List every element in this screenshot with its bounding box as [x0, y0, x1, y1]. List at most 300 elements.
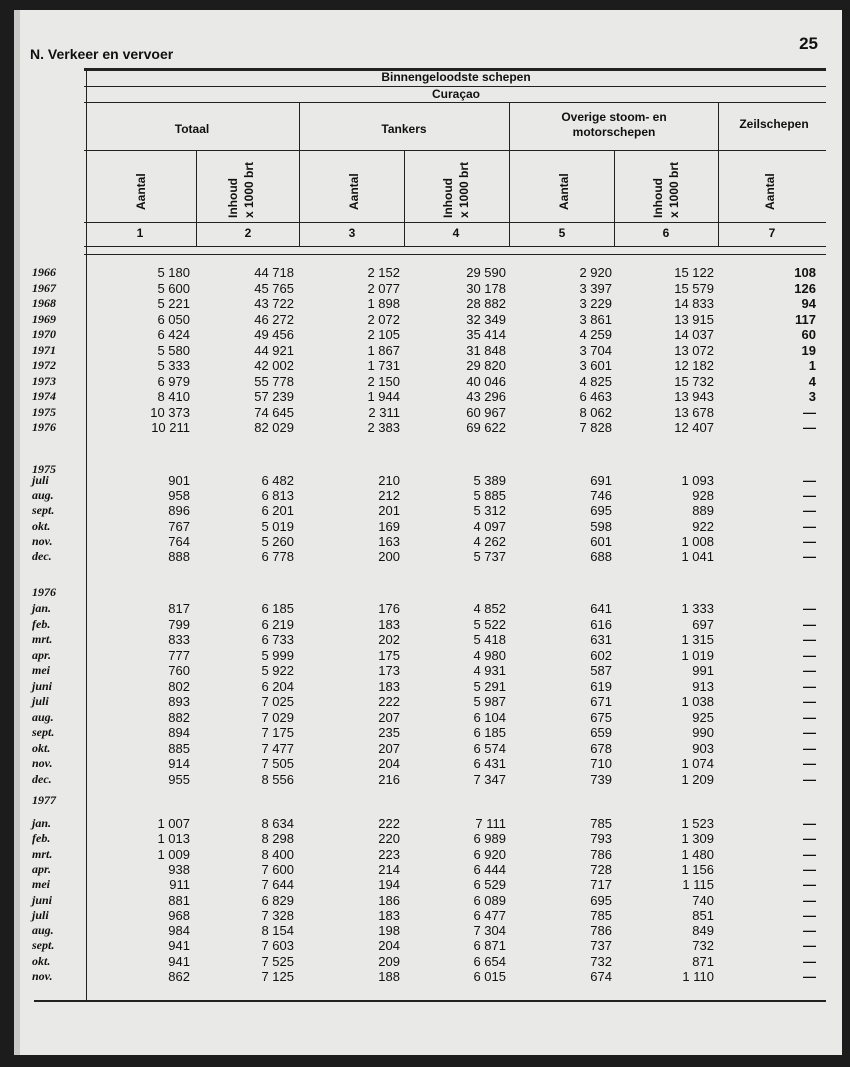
table-row — [14, 847, 842, 862]
table-cell: 717 — [590, 877, 612, 893]
table-cell: 896 — [168, 503, 190, 519]
row-label: mrt. — [32, 846, 53, 861]
table-cell: 587 — [590, 663, 612, 678]
table-cell: 7 111 — [475, 816, 506, 831]
table-cell: 849 — [692, 923, 714, 939]
table-cell: 60 — [801, 327, 816, 342]
table-row — [14, 617, 842, 632]
divider — [84, 254, 826, 255]
table-cell: 3 — [808, 389, 816, 404]
table-cell: 201 — [378, 503, 400, 519]
table-title: Binnengeloodste schepen — [381, 70, 531, 84]
table-cell: 602 — [590, 647, 612, 663]
table-cell: — — [803, 938, 816, 954]
table-row — [14, 281, 842, 296]
table-cell: 901 — [168, 473, 190, 488]
group-tankers: Tankers — [381, 122, 427, 136]
table-cell: 4 852 — [473, 601, 506, 616]
table-cell: 882 — [168, 709, 190, 725]
table-cell: 941 — [168, 938, 190, 954]
table-cell: 862 — [168, 969, 190, 984]
table-cell: 6 477 — [473, 907, 506, 923]
column-number: 7 — [768, 226, 776, 240]
table-cell: 786 — [590, 846, 612, 862]
table-cell: 833 — [168, 632, 190, 647]
table-cell: 5 019 — [261, 518, 294, 534]
table-cell: — — [803, 877, 816, 893]
table-cell: 5 291 — [473, 678, 506, 694]
table-cell: 6 813 — [261, 488, 294, 504]
table-cell: 1 115 — [682, 877, 714, 893]
group-overige: Overige stoom- en motorschepen — [561, 110, 667, 139]
row-label: juli — [32, 694, 49, 708]
table-cell: 8 062 — [579, 404, 612, 420]
table-cell: 6 463 — [579, 389, 612, 404]
table-row — [14, 694, 842, 709]
table-cell: 6 654 — [473, 953, 506, 969]
table-cell: 4 — [808, 373, 816, 389]
table-cell: 6 015 — [473, 969, 506, 984]
table-cell: 5 418 — [473, 632, 506, 647]
table-cell: 32 349 — [466, 311, 506, 327]
table-cell: 8 298 — [261, 831, 294, 847]
row-label: 1972 — [32, 358, 56, 372]
table-cell: 6 979 — [157, 373, 190, 389]
table-cell: 695 — [590, 892, 612, 908]
table-cell: 6 204 — [261, 678, 294, 694]
row-label: 1975 — [32, 404, 56, 419]
table-cell: 8 410 — [157, 389, 190, 404]
table-cell: 881 — [168, 892, 190, 908]
table-cell: 126 — [794, 280, 816, 296]
table-cell: 740 — [692, 892, 714, 908]
table-cell: 2 077 — [367, 280, 400, 296]
row-label: dec. — [32, 771, 52, 786]
table-cell: 1 867 — [367, 342, 400, 358]
table-cell: — — [803, 709, 816, 725]
table-cell: 793 — [590, 831, 612, 847]
table-cell: 678 — [590, 740, 612, 756]
table-row — [14, 938, 842, 953]
table-cell: 207 — [378, 740, 400, 756]
table-cell: 173 — [378, 663, 400, 678]
table-row — [14, 327, 842, 342]
table-cell: 598 — [590, 518, 612, 534]
table-cell: 94 — [801, 296, 816, 311]
table-cell: 188 — [378, 969, 400, 984]
table-cell: 2 311 — [368, 404, 400, 420]
col-aantal: Aantal — [347, 173, 361, 210]
table-row — [14, 473, 842, 488]
table-cell: 641 — [590, 601, 612, 616]
table-cell: 117 — [795, 311, 816, 327]
table-cell: 6 104 — [473, 709, 506, 725]
table-cell: 3 704 — [579, 342, 612, 358]
table-cell: 799 — [168, 616, 190, 632]
document-page — [14, 10, 842, 1055]
table-cell: 29 590 — [466, 265, 506, 280]
table-cell: 5 737 — [473, 549, 506, 564]
table-cell: 4 931 — [473, 663, 506, 678]
table-cell: — — [803, 694, 816, 709]
row-label: 1969 — [32, 311, 56, 326]
table-cell: 4 262 — [473, 533, 506, 549]
year-heading: 1976 — [32, 585, 56, 599]
table-cell: 7 175 — [261, 725, 294, 740]
table-cell: 183 — [378, 616, 400, 632]
col-aantal: Aantal — [763, 173, 777, 210]
table-cell: 746 — [590, 488, 612, 504]
table-cell: 204 — [378, 938, 400, 954]
row-label: 1971 — [32, 342, 56, 357]
table-cell: 6 089 — [473, 892, 506, 908]
table-cell: 5 600 — [157, 280, 190, 296]
table-cell: 5 221 — [157, 296, 190, 311]
table-cell: 691 — [590, 473, 612, 488]
table-cell: 6 989 — [473, 831, 506, 847]
table-row — [14, 405, 842, 420]
table-cell: 82 029 — [254, 420, 294, 435]
col-inhoud-unit: x 1000 brt — [242, 161, 256, 218]
table-cell: 1 731 — [367, 358, 400, 373]
table-cell: 2 383 — [367, 420, 400, 435]
table-cell: 44 921 — [254, 342, 294, 358]
table-cell: 1 315 — [681, 632, 714, 647]
table-cell: — — [803, 756, 816, 771]
table-row — [14, 741, 842, 756]
table-cell: 8 634 — [261, 816, 294, 831]
table-cell: 6 574 — [473, 740, 506, 756]
row-label: sept. — [32, 938, 55, 953]
table-cell: — — [803, 663, 816, 678]
table-cell: 619 — [590, 678, 612, 694]
table-cell: 194 — [378, 877, 400, 893]
table-cell: 675 — [590, 709, 612, 725]
table-cell: 15 122 — [674, 265, 714, 280]
row-label: nov. — [32, 756, 53, 770]
table-cell: 8 556 — [261, 771, 294, 787]
col-inhoud: Inhoud — [441, 178, 455, 218]
table-row — [14, 877, 842, 892]
table-cell: 10 211 — [151, 420, 190, 435]
row-label: apr. — [32, 647, 52, 662]
table-cell: 785 — [590, 816, 612, 831]
table-cell: — — [803, 601, 816, 616]
table-cell: 210 — [378, 473, 400, 488]
group-zeilschepen: Zeilschepen — [739, 117, 809, 131]
table-cell: 616 — [590, 616, 612, 632]
divider — [509, 102, 510, 246]
table-cell: — — [803, 831, 816, 847]
table-cell: 6 529 — [473, 877, 506, 893]
table-row — [14, 862, 842, 877]
row-label: 1976 — [32, 420, 56, 434]
table-cell: — — [803, 907, 816, 923]
table-cell: 7 600 — [261, 861, 294, 877]
table-cell: 1 041 — [681, 549, 714, 564]
table-cell: 732 — [692, 938, 714, 954]
table-subtitle: Curaçao — [431, 87, 481, 101]
table-cell: 893 — [168, 694, 190, 709]
table-cell: 4 259 — [579, 327, 612, 342]
table-cell: 785 — [590, 907, 612, 923]
table-cell: 57 239 — [254, 389, 294, 404]
table-cell: 7 328 — [261, 907, 294, 923]
table-row — [14, 772, 842, 787]
table-cell: 35 414 — [466, 327, 506, 342]
table-cell: 697 — [692, 616, 714, 632]
row-label: apr. — [32, 861, 52, 876]
table-cell: 15 579 — [674, 280, 714, 296]
divider — [614, 150, 615, 246]
table-cell: 938 — [168, 861, 190, 877]
table-cell: 198 — [378, 923, 400, 939]
table-cell: 4 825 — [579, 373, 612, 389]
table-cell: 732 — [590, 953, 612, 969]
table-cell: 13 072 — [674, 342, 714, 358]
table-cell: 14 037 — [674, 327, 714, 342]
table-cell: 5 333 — [157, 358, 190, 373]
table-cell: 13 915 — [674, 311, 714, 327]
row-label: okt. — [32, 518, 51, 533]
table-cell: 46 272 — [254, 311, 294, 327]
row-label: sept. — [32, 503, 55, 518]
table-cell: 955 — [168, 771, 190, 787]
table-cell: 5 885 — [473, 488, 506, 504]
table-row — [14, 710, 842, 725]
table-cell: 220 — [378, 831, 400, 847]
bottom-rule — [34, 1000, 826, 1002]
table-cell: 7 347 — [473, 771, 506, 787]
table-cell: 40 046 — [466, 373, 506, 389]
table-cell: 5 389 — [473, 473, 506, 488]
table-cell: 43 296 — [466, 389, 506, 404]
table-cell: 1 209 — [681, 771, 714, 787]
table-cell: 212 — [378, 488, 400, 504]
table-row — [14, 503, 842, 518]
table-cell: 3 861 — [579, 311, 612, 327]
col-inhoud-unit: x 1000 brt — [457, 161, 471, 218]
table-cell: 928 — [692, 488, 714, 504]
table-cell: 786 — [590, 923, 612, 939]
row-label: juni — [32, 678, 53, 693]
table-cell: 214 — [378, 861, 400, 877]
table-cell: 710 — [590, 756, 612, 771]
table-row — [14, 831, 842, 846]
table-cell: 894 — [168, 725, 190, 740]
table-cell: 5 580 — [157, 342, 190, 358]
table-cell: 6 219 — [261, 616, 294, 632]
table-row — [14, 534, 842, 549]
table-cell: 1 008 — [681, 533, 714, 549]
table-cell: 6 185 — [473, 725, 506, 740]
table-cell: 7 304 — [473, 923, 506, 939]
table-cell: 28 882 — [466, 296, 506, 311]
table-cell: 5 922 — [261, 663, 294, 678]
table-cell: 889 — [692, 503, 714, 519]
table-row — [14, 969, 842, 984]
table-cell: 941 — [168, 953, 190, 969]
table-cell: 695 — [590, 503, 612, 519]
divider — [84, 102, 826, 103]
row-label: feb. — [32, 616, 51, 631]
table-cell: 1 156 — [681, 861, 714, 877]
table-cell: 15 732 — [674, 373, 714, 389]
table-cell: 183 — [378, 678, 400, 694]
table-row — [14, 816, 842, 831]
column-number: 4 — [452, 226, 460, 240]
table-cell: 913 — [692, 678, 714, 694]
table-cell: 885 — [168, 740, 190, 756]
table-cell: 6 778 — [261, 549, 294, 564]
row-label: 1967 — [32, 280, 56, 295]
table-cell: 6 424 — [157, 327, 190, 342]
table-cell: 817 — [168, 601, 190, 616]
column-number: 2 — [244, 226, 252, 240]
table-cell: 958 — [168, 488, 190, 504]
table-row — [14, 632, 842, 647]
table-cell: — — [803, 892, 816, 908]
table-cell: 767 — [168, 518, 190, 534]
table-cell: 851 — [692, 907, 714, 923]
table-cell: 888 — [168, 549, 190, 564]
table-cell: 7 125 — [261, 969, 294, 984]
row-label: nov. — [32, 969, 53, 983]
table-cell: 5 522 — [473, 616, 506, 632]
table-cell: 235 — [378, 725, 400, 740]
table-cell: 968 — [168, 907, 190, 923]
table-cell: 74 645 — [254, 404, 294, 420]
table-cell: 2 152 — [367, 265, 400, 280]
table-row — [14, 549, 842, 564]
row-label: 1974 — [32, 389, 56, 403]
table-cell: 7 603 — [261, 938, 294, 954]
table-cell: — — [803, 549, 816, 564]
table-cell: 43 722 — [254, 296, 294, 311]
table-cell: 1 898 — [367, 296, 400, 311]
table-cell: 60 967 — [466, 404, 506, 420]
row-label: 1973 — [32, 373, 56, 388]
col-inhoud-unit: x 1000 brt — [667, 161, 681, 218]
table-cell: 760 — [168, 663, 190, 678]
table-cell: 925 — [692, 709, 714, 725]
divider — [404, 150, 405, 246]
table-cell: 1 309 — [681, 831, 714, 847]
table-cell: 922 — [692, 518, 714, 534]
table-cell: 5 987 — [473, 694, 506, 709]
table-cell: 1 074 — [681, 756, 714, 771]
table-cell: 5 260 — [261, 533, 294, 549]
table-cell: 31 848 — [466, 342, 506, 358]
table-cell: 5 180 — [157, 265, 190, 280]
table-row — [14, 389, 842, 404]
table-cell: 903 — [692, 740, 714, 756]
table-cell: — — [803, 533, 816, 549]
table-cell: 871 — [692, 953, 714, 969]
table-cell: — — [803, 740, 816, 756]
column-number: 5 — [558, 226, 566, 240]
table-cell: 7 505 — [261, 756, 294, 771]
table-cell: 1 — [808, 358, 816, 373]
table-cell: 202 — [378, 632, 400, 647]
table-row — [14, 374, 842, 389]
table-row — [14, 296, 842, 311]
row-label: aug. — [32, 923, 54, 938]
table-cell: 45 765 — [254, 280, 294, 296]
table-cell: 5 312 — [473, 503, 506, 519]
table-cell: 1 013 — [157, 831, 190, 847]
row-label: juni — [32, 892, 53, 907]
row-label: jan. — [32, 816, 52, 830]
table-cell: 49 456 — [254, 327, 294, 342]
column-number: 1 — [136, 226, 144, 240]
table-row — [14, 519, 842, 534]
table-cell: 6 920 — [473, 846, 506, 862]
table-row — [14, 908, 842, 923]
table-cell: 8 400 — [261, 846, 294, 862]
table-cell: 1 333 — [681, 601, 714, 616]
table-cell: 739 — [590, 771, 612, 787]
table-cell: 169 — [378, 518, 400, 534]
row-label: aug. — [32, 488, 54, 503]
col-inhoud: Inhoud — [226, 178, 240, 218]
table-cell: 1 093 — [681, 473, 714, 488]
table-cell: 7 644 — [261, 877, 294, 893]
year-heading: 1975 — [32, 462, 56, 476]
col-aantal: Aantal — [134, 173, 148, 210]
table-cell: 728 — [590, 861, 612, 877]
table-cell: — — [803, 969, 816, 984]
table-cell: 6 431 — [473, 756, 506, 771]
table-cell: 222 — [378, 694, 400, 709]
table-cell: 1 944 — [367, 389, 400, 404]
year-heading: 1977 — [32, 793, 56, 807]
table-cell: 14 833 — [674, 296, 714, 311]
row-label: juli — [32, 907, 49, 922]
page-number: 25 — [799, 34, 818, 53]
table-cell: 777 — [168, 647, 190, 663]
table-cell: 911 — [169, 877, 190, 893]
table-row — [14, 312, 842, 327]
row-label: 1966 — [32, 265, 56, 279]
table-cell: 29 820 — [466, 358, 506, 373]
row-label: mrt. — [32, 632, 53, 646]
table-cell: 2 920 — [579, 265, 612, 280]
table-cell: 7 525 — [261, 953, 294, 969]
table-row — [14, 756, 842, 771]
row-label: mei — [32, 877, 50, 892]
table-cell: 1 019 — [681, 647, 714, 663]
table-row — [14, 358, 842, 373]
row-label: jan. — [32, 601, 52, 615]
table-cell: 7 025 — [261, 694, 294, 709]
table-cell: 1 009 — [157, 846, 190, 862]
table-row — [14, 893, 842, 908]
row-label: sept. — [32, 725, 55, 739]
row-label: okt. — [32, 740, 51, 755]
table-cell: 186 — [378, 892, 400, 908]
table-cell: 42 002 — [254, 358, 294, 373]
table-cell: 3 397 — [579, 280, 612, 296]
table-cell: 3 229 — [579, 296, 612, 311]
table-cell: 802 — [168, 678, 190, 694]
table-cell: — — [803, 473, 816, 488]
table-cell: 8 154 — [261, 923, 294, 939]
table-cell: 10 373 — [150, 404, 190, 420]
table-cell: 13 943 — [674, 389, 714, 404]
table-cell: 984 — [168, 923, 190, 939]
table-cell: 55 778 — [254, 373, 294, 389]
